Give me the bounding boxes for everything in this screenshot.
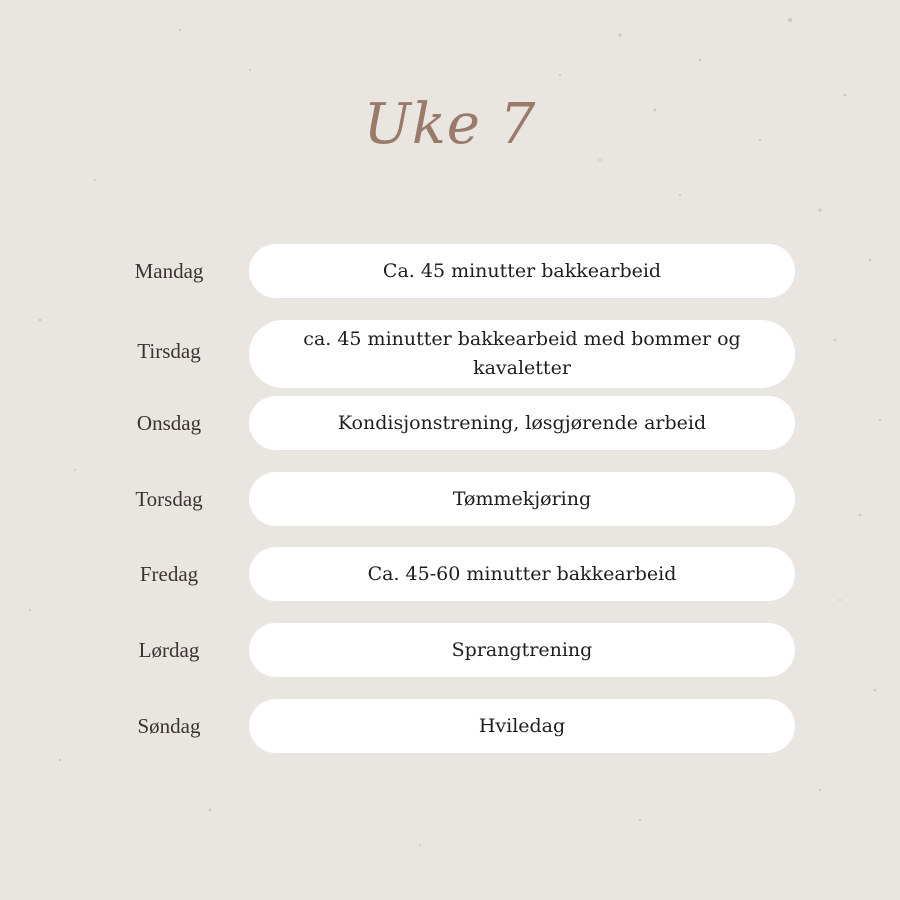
- schedule-row: [0, 472, 900, 526]
- day-label: Onsdag: [136, 411, 202, 435]
- activity-pill: Sprangtrening: [249, 623, 795, 677]
- schedule-row: [0, 396, 900, 450]
- page-title: Uke 7: [363, 92, 537, 157]
- activity-pill: ca. 45 minutter bakkearbeid med bommer og kavaletter: [249, 320, 795, 388]
- activity-pill: Ca. 45 minutter bakkearbeid: [249, 244, 795, 298]
- schedule-row: [0, 547, 900, 601]
- activity-pill: Ca. 45-60 minutter bakkearbeid: [249, 547, 795, 601]
- day-label: Tirsdag: [137, 339, 201, 363]
- schedule-row: [0, 699, 900, 753]
- day-label: Fredag: [139, 562, 199, 586]
- day-label: Søndag: [137, 714, 201, 738]
- schedule-row: [0, 623, 900, 677]
- day-label: Torsdag: [135, 487, 203, 511]
- activity-pill: Hviledag: [249, 699, 795, 753]
- activity-pill: Kondisjonstrening, løsgjørende arbeid: [249, 396, 795, 450]
- activity-pill: Tømmekjøring: [249, 472, 795, 526]
- schedule-row: [0, 320, 900, 379]
- day-label: Lørdag: [138, 638, 200, 662]
- schedule-row: [0, 244, 900, 298]
- day-label: Mandag: [134, 259, 204, 283]
